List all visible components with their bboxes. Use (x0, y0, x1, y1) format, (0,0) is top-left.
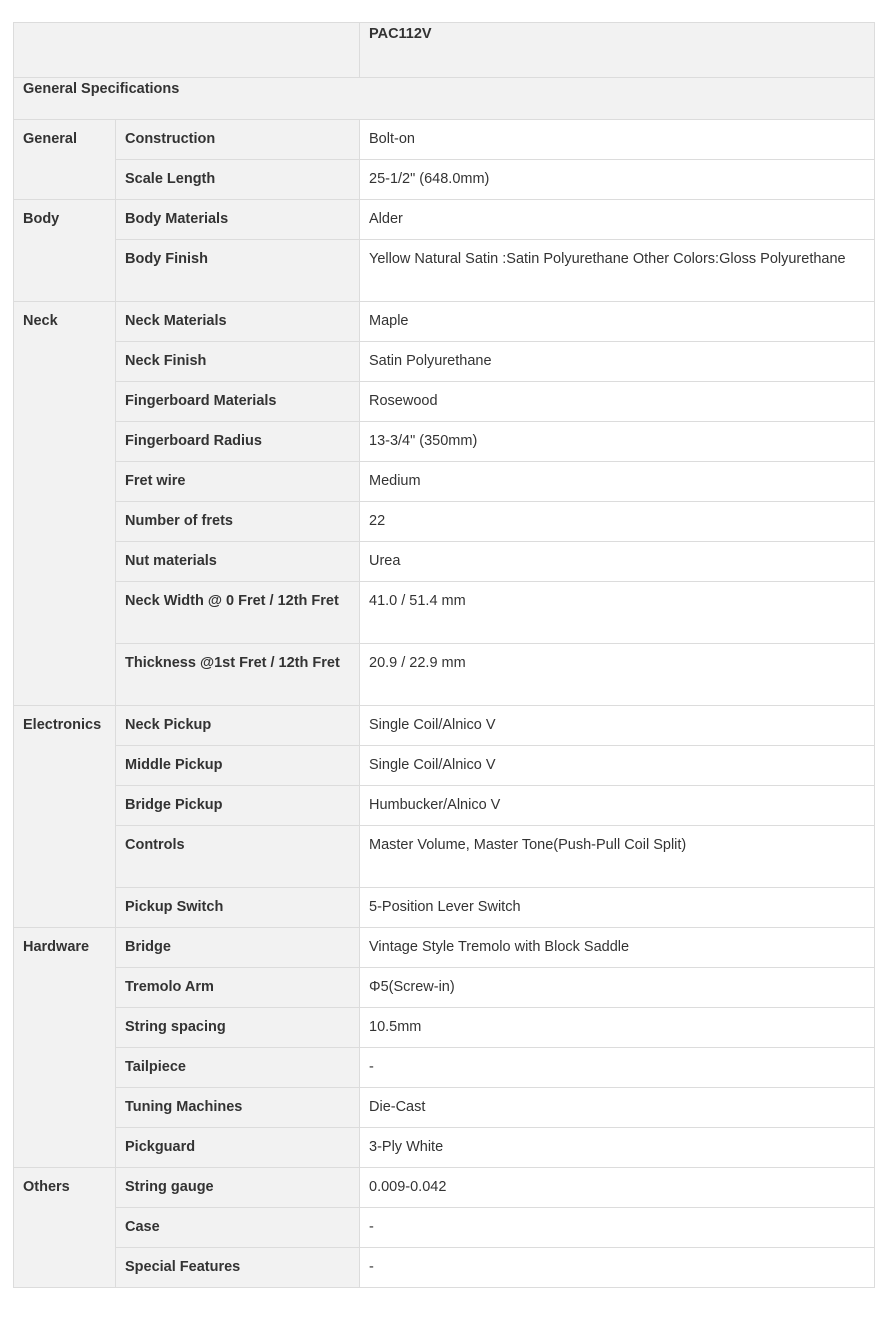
table-row (14, 1168, 875, 1208)
table-row (14, 240, 875, 302)
spec-label: Neck Materials (116, 302, 360, 342)
spec-label: Thickness @1st Fret / 12th Fret (116, 644, 360, 706)
spec-label: Neck Finish (116, 342, 360, 382)
spec-label: Tremolo Arm (116, 968, 360, 1008)
spec-value: Die-Cast (360, 1088, 875, 1128)
spec-value: Humbucker/Alnico V (360, 786, 875, 826)
section-row (14, 78, 875, 120)
table-row (14, 120, 875, 160)
table-row (14, 644, 875, 706)
table-row (14, 542, 875, 582)
spec-label: Neck Pickup (116, 706, 360, 746)
spec-label: Bridge Pickup (116, 786, 360, 826)
table-row (14, 1008, 875, 1048)
spec-value: Alder (360, 200, 875, 240)
group-label-others: Others (14, 1168, 116, 1288)
table-row (14, 342, 875, 382)
group-label-neck: Neck (14, 302, 116, 706)
group-label-general: General (14, 120, 116, 200)
table-row (14, 746, 875, 786)
table-row (14, 1208, 875, 1248)
spec-table (13, 22, 875, 1288)
spec-label: String spacing (116, 1008, 360, 1048)
spec-label: Middle Pickup (116, 746, 360, 786)
table-row (14, 706, 875, 746)
table-row (14, 502, 875, 542)
section-title: General Specifications (14, 78, 875, 120)
spec-value: Medium (360, 462, 875, 502)
spec-value: Master Volume, Master Tone(Push-Pull Coil Split) (360, 826, 875, 888)
spec-label: Pickguard (116, 1128, 360, 1168)
spec-label: Fingerboard Materials (116, 382, 360, 422)
table-row (14, 1048, 875, 1088)
spec-value: 22 (360, 502, 875, 542)
table-row (14, 462, 875, 502)
spec-label: Bridge (116, 928, 360, 968)
spec-label: Special Features (116, 1248, 360, 1288)
table-row (14, 786, 875, 826)
spec-label: Fingerboard Radius (116, 422, 360, 462)
spec-label: Body Finish (116, 240, 360, 302)
table-row (14, 1248, 875, 1288)
header-row (14, 23, 875, 78)
spec-value: 0.009-0.042 (360, 1168, 875, 1208)
spec-label: Case (116, 1208, 360, 1248)
spec-label: Body Materials (116, 200, 360, 240)
table-row (14, 1088, 875, 1128)
spec-value: Rosewood (360, 382, 875, 422)
spec-value: - (360, 1208, 875, 1248)
group-label-hardware: Hardware (14, 928, 116, 1168)
spec-value: Φ5(Screw-in) (360, 968, 875, 1008)
spec-label: Construction (116, 120, 360, 160)
model-header: PAC112V (360, 23, 875, 78)
table-row (14, 968, 875, 1008)
table-row (14, 422, 875, 462)
spec-value: 10.5mm (360, 1008, 875, 1048)
table-row (14, 1128, 875, 1168)
spec-label: Nut materials (116, 542, 360, 582)
table-row (14, 826, 875, 888)
spec-value: 41.0 / 51.4 mm (360, 582, 875, 644)
spec-value: Single Coil/Alnico V (360, 706, 875, 746)
table-row (14, 582, 875, 644)
spec-label: Tailpiece (116, 1048, 360, 1088)
spec-value: Urea (360, 542, 875, 582)
spec-value: Vintage Style Tremolo with Block Saddle (360, 928, 875, 968)
spec-label: Controls (116, 826, 360, 888)
table-row (14, 160, 875, 200)
spec-label: Pickup Switch (116, 888, 360, 928)
spec-label: Tuning Machines (116, 1088, 360, 1128)
group-label-electronics: Electronics (14, 706, 116, 928)
group-label-body: Body (14, 200, 116, 302)
spec-value: 13-3/4" (350mm) (360, 422, 875, 462)
spec-value: Satin Polyurethane (360, 342, 875, 382)
table-row (14, 200, 875, 240)
spec-label: Neck Width @ 0 Fret / 12th Fret (116, 582, 360, 644)
spec-value: Maple (360, 302, 875, 342)
spec-value: 3-Ply White (360, 1128, 875, 1168)
spec-value: 20.9 / 22.9 mm (360, 644, 875, 706)
spec-label: Number of frets (116, 502, 360, 542)
spec-value: Bolt-on (360, 120, 875, 160)
table-row (14, 888, 875, 928)
spec-value: 5-Position Lever Switch (360, 888, 875, 928)
spec-value: - (360, 1248, 875, 1288)
spec-value: Yellow Natural Satin :Satin Polyurethane Other Colors:Gloss Polyurethane (360, 240, 875, 302)
spec-label: Scale Length (116, 160, 360, 200)
table-row (14, 302, 875, 342)
header-empty-cell (14, 23, 360, 78)
table-row (14, 382, 875, 422)
table-row (14, 928, 875, 968)
spec-label: Fret wire (116, 462, 360, 502)
spec-value: - (360, 1048, 875, 1088)
spec-value: 25-1/2" (648.0mm) (360, 160, 875, 200)
spec-label: String gauge (116, 1168, 360, 1208)
spec-value: Single Coil/Alnico V (360, 746, 875, 786)
